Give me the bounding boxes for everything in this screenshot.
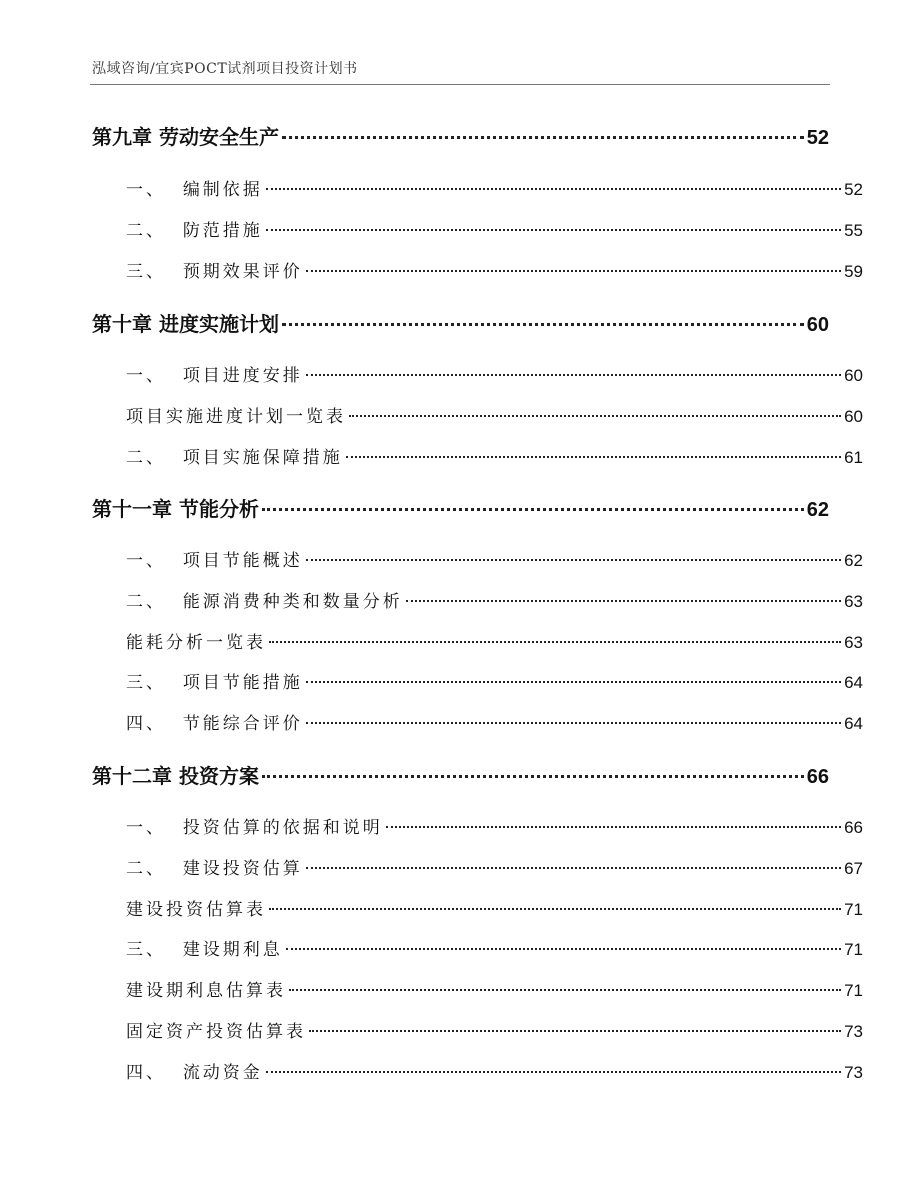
toc-entry-number: 四、: [126, 1063, 183, 1083]
toc-entry-page: 52: [806, 127, 829, 149]
toc-section[interactable]: [92, 709, 863, 734]
toc-leader-dots: [386, 826, 841, 828]
toc-chapter-11[interactable]: [92, 493, 829, 522]
toc-entry-page: 55: [844, 221, 863, 240]
toc-entry-number: 一、: [126, 180, 183, 200]
toc-section[interactable]: [92, 935, 863, 960]
toc-entry-number: 三、: [126, 262, 183, 282]
toc-leader-dots: [306, 270, 841, 272]
toc-entry-page: 66: [844, 818, 863, 837]
toc-table-entry[interactable]: [92, 895, 863, 920]
toc-section[interactable]: [92, 813, 863, 838]
toc-entry-number: 第九章: [92, 125, 159, 149]
toc-entry-page: 64: [844, 673, 863, 692]
toc-section[interactable]: [92, 587, 863, 612]
toc-entry-number: 四、: [126, 714, 183, 734]
toc-leader-dots: [306, 867, 841, 869]
toc-chapter-10[interactable]: [92, 308, 829, 337]
toc-entry-title: 建设期利息估算表: [126, 981, 286, 1001]
toc-entry-title: 防范措施: [182, 221, 263, 241]
toc-leader-dots: [349, 415, 841, 417]
toc-entry-number: 二、: [126, 859, 183, 879]
toc-section[interactable]: [92, 546, 863, 571]
toc-entry-number: 一、: [126, 366, 183, 386]
toc-entry-page: 60: [806, 314, 829, 336]
toc-leader-dots: [306, 681, 841, 683]
toc-entry-title: 预期效果评价: [182, 262, 303, 282]
toc-entry-page: 62: [844, 551, 863, 570]
toc-leader-dots: [306, 559, 841, 561]
toc-entry-title: 项目实施进度计划一览表: [126, 407, 346, 427]
toc-entry-title: 进度实施计划: [158, 312, 279, 336]
toc-entry-page: 62: [806, 499, 829, 521]
toc-section[interactable]: [92, 443, 863, 468]
toc-entry-page: 64: [844, 714, 863, 733]
toc-leader-dots: [266, 188, 841, 190]
toc-section[interactable]: [92, 1058, 863, 1083]
toc-entry-number: 二、: [126, 592, 183, 612]
toc-section[interactable]: [92, 257, 863, 282]
toc-entry-number: 三、: [126, 673, 183, 693]
toc-entry-page: 63: [844, 592, 863, 611]
toc-entry-title: 能耗分析一览表: [126, 633, 266, 653]
toc-leader-dots: [406, 600, 841, 602]
toc-entry-page: 71: [844, 940, 863, 959]
toc-section[interactable]: [92, 854, 863, 879]
toc-entry-number: 三、: [126, 940, 183, 960]
toc-leader-dots: [309, 1030, 841, 1032]
toc-entry-title: 项目节能措施: [182, 673, 303, 693]
toc-entry-title: 建设期利息: [182, 940, 283, 960]
toc-entry-number: 二、: [126, 448, 183, 468]
toc-entry-page: 60: [844, 407, 863, 426]
toc-entry-page: 71: [844, 900, 863, 919]
toc-entry-title: 节能综合评价: [182, 714, 303, 734]
toc-entry-title: 投资估算的依据和说明: [182, 818, 383, 838]
toc-entry-page: 67: [844, 859, 863, 878]
running-header: 泓域咨询/宜宾POCT试剂项目投资计划书: [92, 61, 358, 77]
toc-entry-number: 第十章: [92, 312, 159, 336]
toc-entry-number: 第十一章: [92, 497, 179, 521]
toc-entry-page: 66: [806, 766, 829, 788]
toc-leader-dots: [269, 641, 841, 643]
toc-section[interactable]: [92, 668, 863, 693]
toc-chapter-9[interactable]: [92, 121, 829, 150]
toc-leader-dots: [269, 908, 841, 910]
toc-leader-dots: [306, 722, 841, 724]
toc-leader-dots: [262, 508, 804, 511]
toc-entry-title: 投资方案: [178, 764, 259, 788]
toc-entry-number: 第十二章: [92, 764, 179, 788]
toc-table-entry[interactable]: [92, 402, 863, 427]
table-of-contents: [92, 0, 863, 1191]
toc-table-entry[interactable]: [92, 1017, 863, 1042]
toc-entry-title: 项目实施保障措施: [182, 448, 343, 468]
toc-entry-page: 73: [844, 1063, 863, 1082]
toc-entry-number: 二、: [126, 221, 183, 241]
toc-entry-title: 建设投资估算: [182, 859, 303, 879]
toc-entry-title: 建设投资估算表: [126, 900, 266, 920]
toc-section[interactable]: [92, 175, 863, 200]
toc-leader-dots: [306, 374, 841, 376]
toc-entry-page: 63: [844, 633, 863, 652]
toc-entry-title: 固定资产投资估算表: [126, 1022, 306, 1042]
toc-section[interactable]: [92, 216, 863, 241]
toc-leader-dots: [282, 323, 804, 326]
toc-chapter-12[interactable]: [92, 760, 829, 789]
toc-entry-title: 劳动安全生产: [158, 125, 279, 149]
toc-entry-title: 流动资金: [182, 1063, 263, 1083]
toc-entry-page: 60: [844, 366, 863, 385]
toc-table-entry[interactable]: [92, 976, 863, 1001]
toc-leader-dots: [266, 1071, 841, 1073]
toc-entry-title: 项目节能概述: [182, 551, 303, 571]
toc-entry-number: 一、: [126, 551, 183, 571]
toc-leader-dots: [286, 948, 841, 950]
toc-entry-title: 能源消费种类和数量分析: [182, 592, 403, 612]
toc-entry-title: 节能分析: [178, 497, 259, 521]
toc-entry-page: 59: [844, 262, 863, 281]
toc-entry-title: 项目进度安排: [182, 366, 303, 386]
toc-entry-number: 一、: [126, 818, 183, 838]
toc-entry-page: 71: [844, 981, 863, 1000]
toc-section[interactable]: [92, 361, 863, 386]
toc-entry-title: 编制依据: [182, 180, 263, 200]
toc-leader-dots: [282, 136, 804, 139]
toc-table-entry[interactable]: [92, 628, 863, 653]
toc-entry-page: 52: [844, 180, 863, 199]
toc-leader-dots: [346, 456, 841, 458]
toc-entry-page: 73: [844, 1022, 863, 1041]
toc-leader-dots: [289, 989, 841, 991]
toc-leader-dots: [266, 229, 841, 231]
toc-leader-dots: [262, 775, 804, 778]
toc-entry-page: 61: [844, 448, 863, 467]
